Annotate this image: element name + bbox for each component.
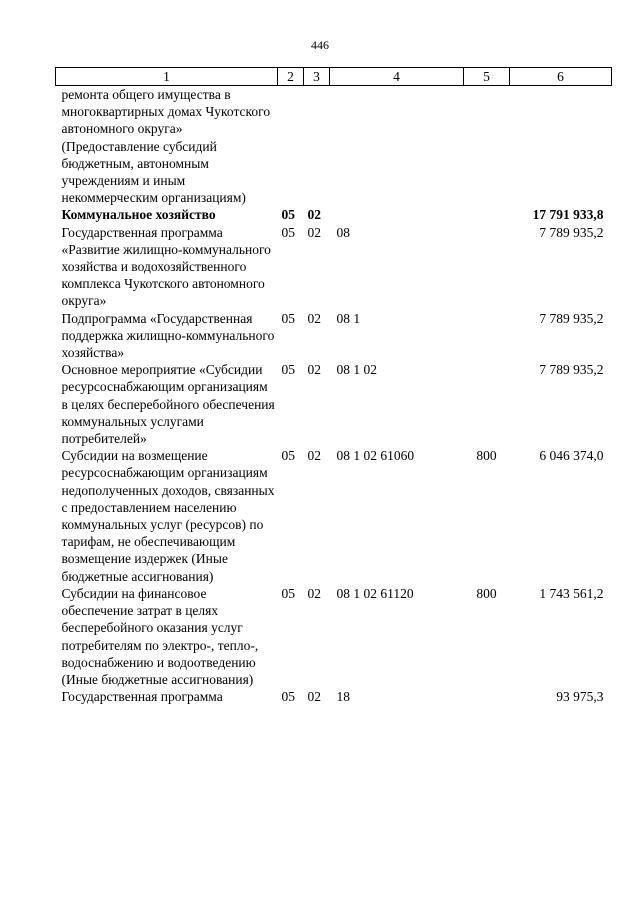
row-subsection: 02 <box>307 362 321 378</box>
row-amount: 6 046 374,0 <box>539 448 604 464</box>
row-section: 05 <box>281 585 295 601</box>
row-name: Подпрограмма «Государственная поддержка жилищно-коммунального хозяйства» <box>61 310 275 361</box>
page-number: 446 <box>311 38 329 52</box>
row-expense-type <box>464 206 510 223</box>
table-row <box>56 688 612 705</box>
row-subsection: 02 <box>307 310 321 326</box>
table-row <box>56 585 612 688</box>
row-target-code: 08 1 <box>336 310 361 326</box>
row-subsection <box>304 86 330 207</box>
row-expense-type <box>464 361 510 447</box>
row-section: 05 <box>281 689 295 705</box>
row-section <box>278 86 304 207</box>
row-expense-type: 800 <box>476 585 497 601</box>
row-amount: 7 789 935,2 <box>539 362 604 378</box>
row-target-code: 08 1 02 61060 <box>336 448 415 464</box>
table-row <box>56 224 612 310</box>
row-target-code: 08 1 02 61120 <box>336 585 414 601</box>
row-amount: 17 791 933,8 <box>532 207 604 223</box>
header-cell: 3 <box>304 68 330 86</box>
row-amount: 1 743 561,2 <box>539 585 604 601</box>
table-row <box>56 310 612 362</box>
row-expense-type <box>464 86 510 207</box>
table-row <box>56 206 612 223</box>
row-name: Субсидии на финансовое обеспечение затрат в целях бесперебойного оказания услуг потребителям по электро-, тепло-, водоснабжению и водоотведению (Иные бюджетные ассигнования) <box>61 585 259 687</box>
row-target-code: 18 <box>336 689 350 705</box>
header-cell: 5 <box>464 68 510 86</box>
budget-table <box>55 67 612 705</box>
header-cell: 4 <box>330 68 464 86</box>
row-subsection: 02 <box>307 224 321 240</box>
row-subsection: 02 <box>307 207 321 223</box>
row-subsection: 02 <box>307 585 321 601</box>
row-expense-type <box>464 688 510 705</box>
header-cell: 1 <box>56 68 278 86</box>
row-name: Коммунальное хозяйство <box>61 207 216 223</box>
header-cell: 2 <box>278 68 304 86</box>
row-name: Государственная программа «Развитие жилищно-коммунального хозяйства и водохозяйственного комплекса Чукотского автономного округа» <box>61 224 271 309</box>
row-subsection: 02 <box>307 689 321 705</box>
row-expense-type <box>464 310 510 362</box>
row-name: Субсидии на возмещение ресурсоснабжающим организациям недополученных доходов, связанных с предоставлением населению коммунальных услуг (ресурсов) по тарифам, не обеспечивающим возмещение издержек (Иные бюджетные ассигнования) <box>61 448 275 584</box>
row-subsection: 02 <box>307 448 321 464</box>
row-section: 05 <box>281 362 295 378</box>
row-expense-type: 800 <box>476 448 497 464</box>
row-section: 05 <box>281 207 295 223</box>
row-amount: 7 789 935,2 <box>539 224 604 240</box>
row-expense-type <box>464 224 510 310</box>
row-target-code <box>330 206 464 223</box>
row-amount <box>510 86 612 207</box>
row-name: Государственная программа <box>61 689 223 705</box>
row-name: ремонта общего имущества в многоквартирных домах Чукотского автономного округа» (Предоставление субсидий бюджетным, автономным учреждениям и иным некоммерческим организациям) <box>61 87 271 206</box>
header-cell: 6 <box>510 68 612 86</box>
row-amount: 7 789 935,2 <box>539 310 604 326</box>
row-target-code: 08 <box>336 224 350 240</box>
header-row <box>56 68 612 86</box>
row-amount: 93 975,3 <box>556 689 604 705</box>
table-row <box>56 361 612 447</box>
table-row <box>56 86 612 207</box>
row-name: Основное мероприятие «Субсидии ресурсоснабжающим организациям в целях бесперебойного обеспечения коммунальных услугами потребителей» <box>61 362 275 447</box>
row-section: 05 <box>281 224 295 240</box>
table-row <box>56 447 612 585</box>
row-target-code <box>330 86 464 207</box>
row-section: 05 <box>281 448 295 464</box>
row-section: 05 <box>281 310 295 326</box>
row-target-code: 08 1 02 <box>336 362 377 378</box>
